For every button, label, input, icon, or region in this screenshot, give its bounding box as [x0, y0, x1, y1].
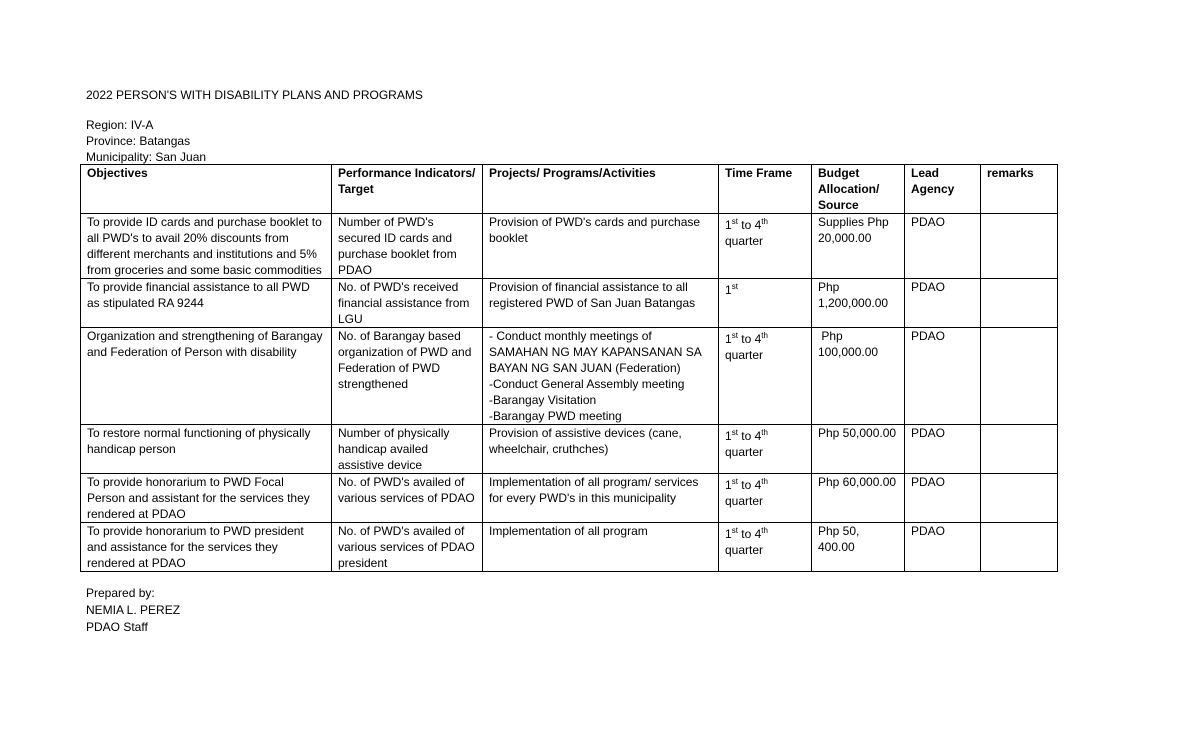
- program-cell: [483, 328, 719, 425]
- time-frame-range: 1st: [725, 282, 738, 297]
- program-line: -Barangay PWD meeting: [489, 409, 622, 423]
- province-line: Province: Batangas: [86, 134, 191, 148]
- remarks-cell: [981, 328, 1058, 425]
- municipality-line: Municipality: San Juan: [86, 150, 207, 164]
- time-frame-unit: quarter: [725, 234, 764, 248]
- agency-cell: PDAO: [905, 279, 981, 328]
- table-row: [81, 328, 1058, 425]
- time-frame-unit: quarter: [725, 543, 764, 557]
- header-time-frame: Time Frame: [719, 165, 812, 214]
- time-frame-cell: [719, 523, 812, 572]
- objective-cell: Organization and strengthening of Barangay and Federation of Person with disability: [81, 328, 332, 425]
- time-frame-unit: quarter: [725, 494, 764, 508]
- program-cell: Provision of financial assistance to all registered PWD of San Juan Batangas: [483, 279, 719, 328]
- budget-cell: Php 100,000.00: [812, 328, 905, 425]
- budget-cell: Php 1,200,000.00: [812, 279, 905, 328]
- program-line: -Conduct General Assembly meeting: [489, 377, 685, 391]
- document-title: 2022 PERSON'S WITH DISABILITY PLANS AND PROGRAMS: [86, 88, 423, 102]
- time-frame-range: 1st to 4th: [725, 477, 768, 492]
- remarks-cell: [981, 523, 1058, 572]
- budget-cell: Php 50,000.00: [812, 425, 905, 474]
- indicator-cell: No. of Barangay based organization of PWD and Federation of PWD strengthened: [332, 328, 483, 425]
- agency-cell: PDAO: [905, 474, 981, 523]
- remarks-cell: [981, 214, 1058, 279]
- table-row: [81, 523, 1058, 572]
- header-objectives: Objectives: [81, 165, 332, 214]
- objective-cell: To provide honorarium to PWD Focal Person and assistant for the services they rendered at PDAO: [81, 474, 332, 523]
- indicator-cell: No. of PWD's received financial assistance from LGU: [332, 279, 483, 328]
- objective-cell: To provide honorarium to PWD president and assistance for the services they rendered at PDAO: [81, 523, 332, 572]
- preparer-position: PDAO Staff: [86, 620, 148, 634]
- time-frame-cell: [719, 474, 812, 523]
- agency-cell: PDAO: [905, 328, 981, 425]
- budget-cell: Supplies Php 20,000.00: [812, 214, 905, 279]
- header-programs: Projects/ Programs/Activities: [483, 165, 719, 214]
- agency-cell: PDAO: [905, 425, 981, 474]
- preparer-name: NEMIA L. PEREZ: [86, 603, 181, 617]
- objective-cell: To provide financial assistance to all PWD as stipulated RA 9244: [81, 279, 332, 328]
- program-cell: Implementation of all program/ services for every PWD's in this municipality: [483, 474, 719, 523]
- table-row: [81, 279, 1058, 328]
- indicator-cell: No. of PWD's availed of various services of PDAO: [332, 474, 483, 523]
- header-indicators: Performance Indicators/ Target: [332, 165, 483, 214]
- remarks-cell: [981, 474, 1058, 523]
- time-frame-cell: [719, 425, 812, 474]
- indicator-cell: Number of physically handicap availed assistive device: [332, 425, 483, 474]
- objective-cell: To provide ID cards and purchase booklet to all PWD's to avail 20% discounts from different merchants and institutions and 5% from groceries and some basic commodities: [81, 214, 332, 279]
- remarks-cell: [981, 279, 1058, 328]
- program-cell: Implementation of all program: [483, 523, 719, 572]
- program-cell: Provision of assistive devices (cane, wheelchair, cruthches): [483, 425, 719, 474]
- time-frame-range: 1st to 4th: [725, 428, 768, 443]
- prepared-by-block: [86, 585, 180, 636]
- table-row: [81, 214, 1058, 279]
- agency-cell: PDAO: [905, 523, 981, 572]
- budget-cell: Php 50, 400.00: [812, 523, 905, 572]
- program-cell: Provision of PWD's cards and purchase booklet: [483, 214, 719, 279]
- time-frame-cell: [719, 214, 812, 279]
- table-row: [81, 425, 1058, 474]
- table-row: [81, 474, 1058, 523]
- header-remarks: remarks: [981, 165, 1058, 214]
- agency-cell: PDAO: [905, 214, 981, 279]
- time-frame-range: 1st to 4th: [725, 217, 768, 232]
- time-frame-unit: quarter: [725, 348, 764, 362]
- indicator-cell: Number of PWD's secured ID cards and purchase booklet from PDAO: [332, 214, 483, 279]
- program-line: - Conduct monthly meetings of SAMAHAN NG MAY KAPANSANAN SA BAYAN NG SAN JUAN (Federation): [489, 329, 702, 375]
- time-frame-unit: quarter: [725, 445, 764, 459]
- indicator-cell: No. of PWD's availed of various services of PDAO president: [332, 523, 483, 572]
- region-line: Region: IV-A: [86, 118, 154, 132]
- program-line: -Barangay Visitation: [489, 393, 597, 407]
- header-budget: Budget Allocation/ Source: [812, 165, 905, 214]
- table-header-row: [81, 165, 1058, 214]
- objective-cell: To restore normal functioning of physically handicap person: [81, 425, 332, 474]
- time-frame-cell: [719, 279, 812, 328]
- time-frame-range: 1st to 4th: [725, 331, 768, 346]
- remarks-cell: [981, 425, 1058, 474]
- time-frame-cell: [719, 328, 812, 425]
- time-frame-range: 1st to 4th: [725, 526, 768, 541]
- budget-cell: Php 60,000.00: [812, 474, 905, 523]
- header-lead-agency: Lead Agency: [905, 165, 981, 214]
- prepared-by-label: Prepared by:: [86, 586, 155, 600]
- document-meta: [86, 117, 206, 165]
- plans-table: [80, 164, 1058, 572]
